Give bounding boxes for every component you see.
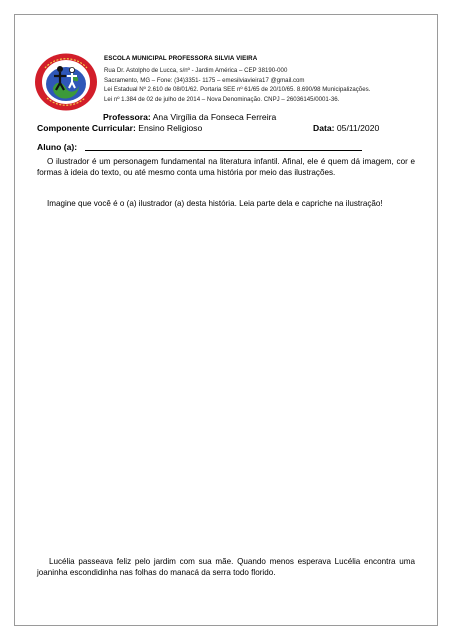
school-header <box>104 55 434 105</box>
student-label: Aluno (a): <box>37 142 78 152</box>
story-paragraph: Lucélia passeava feliz pelo jardim com sua mãe. Quando menos esperava Lucélia encontra uma joaninha escondidinha nas folhas do manacá da serra todo florido. <box>37 557 415 577</box>
student-name-line[interactable] <box>85 150 362 151</box>
component-label: Componente Curricular: <box>37 123 136 133</box>
cnpj-line: Lei nº 1.384 de 02 de julho de 2014 – Nova Denominação. CNPJ – 26036145/0001-36. <box>104 96 340 104</box>
component-value: Ensino Religioso <box>138 123 203 133</box>
component-row <box>37 123 202 133</box>
teacher-name: Ana Virgília da Fonseca Ferreira <box>152 112 277 122</box>
date-value: 05/11/2020 <box>336 123 380 133</box>
address-line: Rua Dr. Astolpho de Lucca, s/nº - Jardim América – CEP 38190-000 <box>104 67 288 74</box>
teacher-row <box>103 112 276 122</box>
date-label: Data: <box>313 123 335 133</box>
contact-line: Sacramento, MG – Fone: (34)3351- 1175 – emesilviavieira17 @gmail.com <box>104 76 305 84</box>
legal-line: Lei Estadual Nº 2.610 de 08/01/62. Portaria SEE nº 61/65 de 20/10/65. 8.690/98 Municipalizações. <box>104 86 371 94</box>
date-row <box>313 123 379 133</box>
school-name: ESCOLA MUNICIPAL PROFESSORA SILVIA VIEIRA <box>104 55 258 62</box>
teacher-label: Professora: <box>103 112 151 122</box>
school-logo <box>33 52 99 112</box>
intro-paragraph: O ilustrador é um personagem fundamental na literatura infantil. Afinal, ele é quem dá imagem, cor e formas à ideia do texto, ou até mesmo conta uma história por meio das ilustrações. <box>37 157 415 177</box>
instruction-paragraph: Imagine que você é o (a) ilustrador (a) desta história. Leia parte dela e capriche na ilustração! <box>47 199 383 208</box>
